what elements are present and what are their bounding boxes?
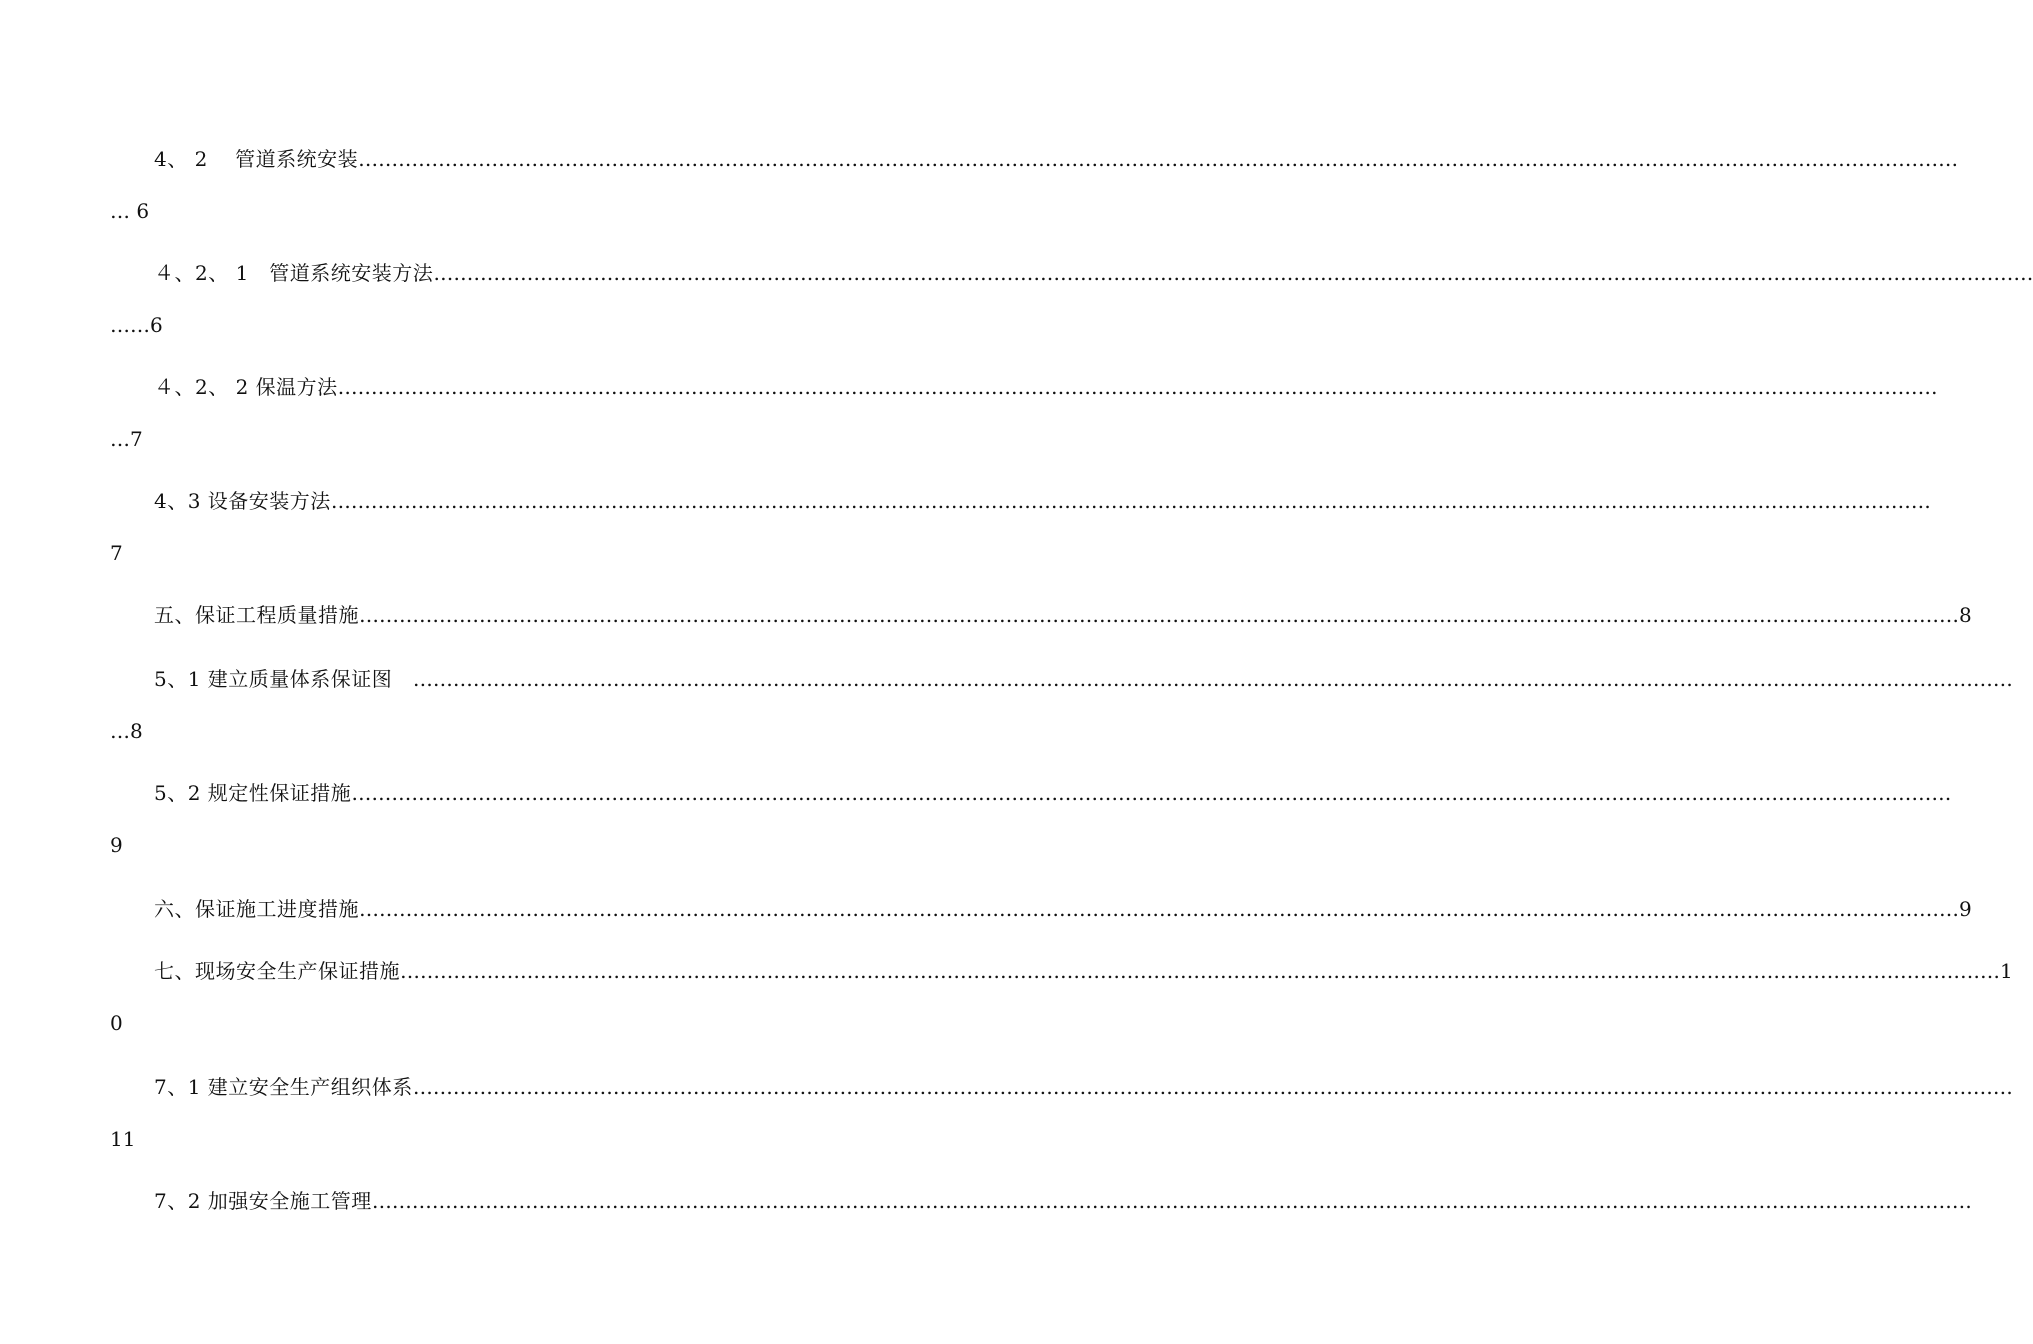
toc-entry-4-3-continued: 7: [110, 541, 123, 565]
toc-entry-4-2-2[interactable]: [154, 372, 1938, 402]
toc-entry-title: 5、1 建立质量体系保证图: [154, 667, 413, 691]
toc-entry-5-1[interactable]: [154, 664, 2013, 694]
toc-entry-title: 5、2 规定性保证措施: [154, 781, 352, 805]
toc-entry-title: 六、保证施工进度措施: [154, 897, 359, 921]
toc-entry-5-1-continued: …8: [110, 719, 143, 743]
dot-leader: ……………………………………………………………………………………………………………………………………………………………………………………………………………………: [400, 959, 2000, 983]
dot-leader: ……………………………………………………………………………………………………………………………………………………………………………………………………………………: [359, 897, 1959, 921]
toc-page-number: 8: [1959, 603, 1972, 627]
dot-leader: ……………………………………………………………………………………………………………………………………………………………………………………………………………………: [359, 603, 1959, 627]
toc-entry-7-2[interactable]: [154, 1186, 1972, 1216]
toc-entry-title: 7、1 建立安全生产组织体系: [154, 1075, 413, 1099]
toc-page-number: 9: [1959, 897, 1972, 921]
toc-entry-5-2-continued: 9: [110, 833, 123, 857]
toc-entry-4-2-1[interactable]: [154, 258, 2033, 288]
toc-entry-4-2[interactable]: [154, 144, 1959, 174]
dot-leader: ……………………………………………………………………………………………………………………………………………………………………………………………………………………: [351, 781, 1952, 805]
toc-entry-4-2-2-continued: …7: [110, 427, 143, 451]
dot-leader: ……………………………………………………………………………………………………………………………………………………………………………………………………………………: [433, 261, 2033, 285]
toc-entry-4-2-1-continued: ……6: [110, 313, 163, 337]
toc-entry-section-5[interactable]: [154, 600, 1972, 630]
toc-page-number: 1: [2000, 959, 2013, 983]
dot-leader: ……………………………………………………………………………………………………………………………………………………………………………………………………………………: [412, 1075, 2013, 1099]
toc-entry-title: 7、2 加强安全施工管理: [154, 1189, 372, 1213]
toc-entry-section-6[interactable]: [154, 894, 1972, 924]
toc-entry-7-1-continued: 11: [110, 1127, 136, 1151]
toc-entry-section-7[interactable]: [154, 956, 2013, 986]
toc-entry-title: 七、现场安全生产保证措施: [154, 959, 400, 983]
toc-entry-title: 4、3 设备安装方法: [154, 489, 331, 513]
toc-entry-title: 五、保证工程质量措施: [154, 603, 359, 627]
toc-entry-title: ４、2、 2 保温方法: [154, 375, 338, 399]
toc-entry-4-3[interactable]: [154, 486, 1931, 516]
dot-leader: ……………………………………………………………………………………………………………………………………………………………………………………………………………………: [358, 147, 1959, 171]
dot-leader: ……………………………………………………………………………………………………………………………………………………………………………………………………………………: [412, 667, 2013, 691]
toc-entry-5-2[interactable]: [154, 778, 1952, 808]
toc-entry-title: ４、2、 1 管道系统安装方法: [154, 261, 434, 285]
toc-entry-4-2-continued: … 6: [110, 199, 150, 223]
toc-entry-7-1[interactable]: [154, 1072, 2013, 1102]
dot-leader: ……………………………………………………………………………………………………………………………………………………………………………………………………………………: [337, 375, 1938, 399]
toc-entry-section-7-continued: 0: [110, 1011, 123, 1035]
toc-entry-title: 4、 2 管道系统安装: [154, 147, 359, 171]
dot-leader: ……………………………………………………………………………………………………………………………………………………………………………………………………………………: [371, 1189, 1972, 1213]
dot-leader: ……………………………………………………………………………………………………………………………………………………………………………………………………………………: [330, 489, 1931, 513]
